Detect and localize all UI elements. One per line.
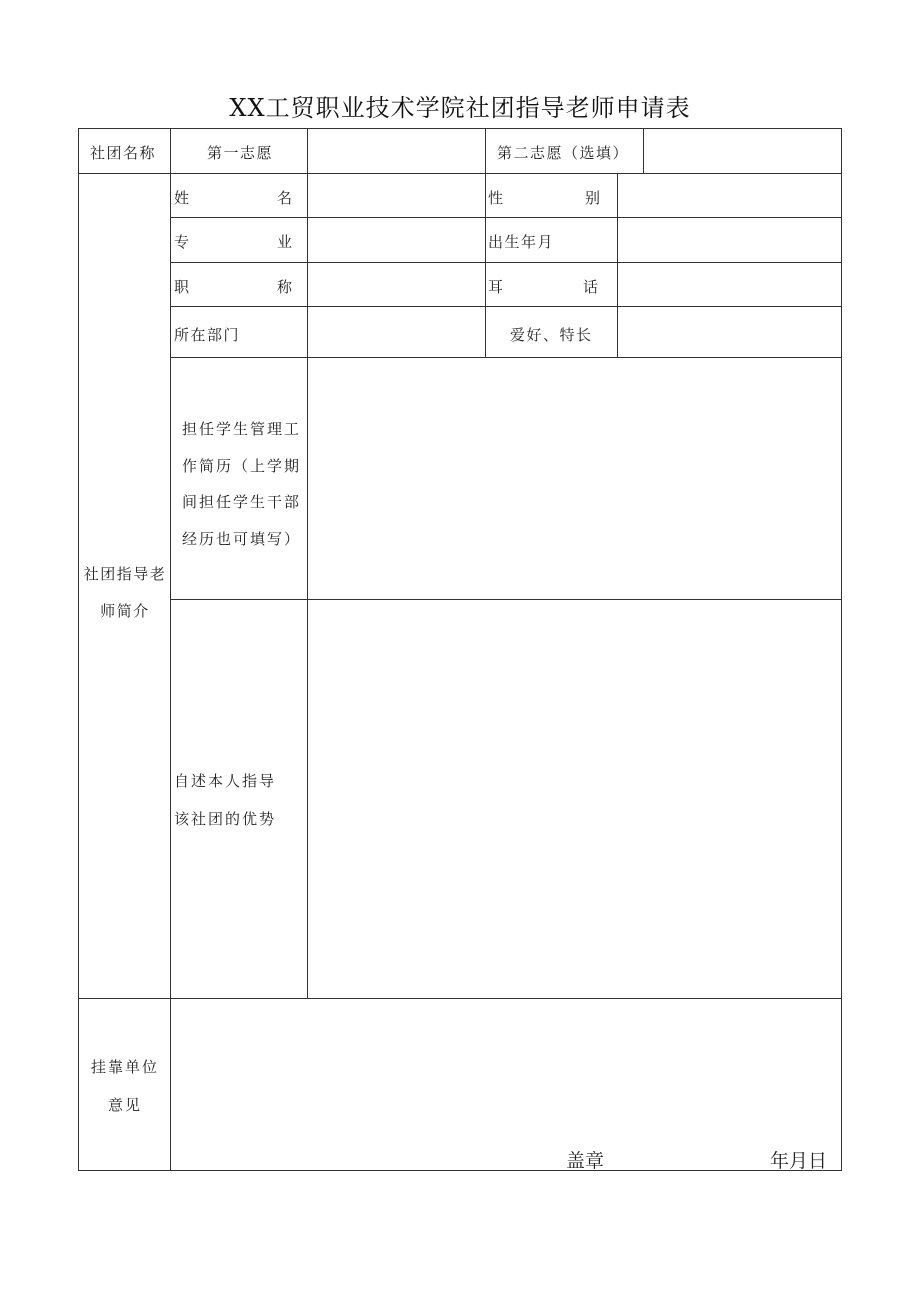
- name-input[interactable]: [310, 176, 482, 215]
- opinion-label: [80, 1048, 170, 1124]
- phone-label-a: 耳: [488, 278, 504, 296]
- rule-after-department-row: [170, 357, 842, 358]
- seal-label: 盖章: [566, 1150, 605, 1172]
- experience-label-line2: 作简历（上学期: [182, 456, 302, 475]
- hobby-input[interactable]: [620, 309, 838, 355]
- gender-label-a: 性: [488, 189, 504, 207]
- advantage-label-line1: 自述本人指导: [174, 772, 277, 790]
- experience-label-line3: 间担任学生干部: [182, 493, 302, 511]
- table-border-left: [78, 128, 79, 1171]
- advisor-intro-label-line1: 社团指导老: [83, 565, 167, 583]
- department-label: 所在部门: [174, 326, 241, 344]
- major-input[interactable]: [310, 220, 482, 260]
- job-title-input[interactable]: [310, 265, 482, 304]
- name-label: [174, 187, 292, 208]
- form-title: XX工贸职业技术学院社团指导老师申请表: [229, 94, 691, 122]
- major-label: [174, 231, 292, 252]
- phone-input[interactable]: [620, 265, 838, 304]
- rule-after-club-row: [78, 173, 842, 174]
- gender-label: [488, 187, 600, 208]
- birth-label: 出生年月: [488, 233, 555, 251]
- col-rule-second-choice: [643, 128, 644, 174]
- advisor-intro-label-line2: 师简介: [100, 602, 150, 620]
- table-border-bottom: [78, 1170, 842, 1171]
- name-label-a: 姓: [174, 189, 190, 207]
- phone-label: [488, 276, 598, 297]
- gender-label-b: 别: [584, 189, 600, 207]
- experience-input[interactable]: [310, 360, 838, 597]
- col-rule-label: [170, 128, 171, 1171]
- rule-after-major-row: [170, 262, 842, 263]
- experience-label-line1: 担任学生管理工: [182, 420, 302, 438]
- advisor-intro-label: [80, 556, 170, 630]
- birth-input[interactable]: [620, 220, 838, 260]
- second-choice-label: 第二志愿（选填）: [497, 144, 630, 162]
- opinion-label-line1: 挂靠单位: [90, 1058, 159, 1076]
- major-label-a: 专: [174, 233, 190, 251]
- rule-after-name-row: [170, 217, 842, 218]
- gender-input[interactable]: [620, 176, 838, 215]
- club-name-label: 社团名称: [90, 144, 157, 162]
- first-choice-label: 第一志愿: [207, 144, 274, 162]
- phone-label-b: 话: [582, 278, 598, 296]
- rule-after-intro-section: [78, 998, 842, 999]
- col-rule-mid: [485, 128, 486, 358]
- rule-after-experience-row: [170, 599, 842, 600]
- col-rule-right-value: [617, 173, 618, 358]
- second-choice-input[interactable]: [646, 131, 838, 171]
- major-label-b: 业: [276, 233, 292, 251]
- first-choice-input[interactable]: [310, 131, 482, 171]
- experience-label-line4: 经历也可填写）: [182, 529, 302, 548]
- department-input[interactable]: [310, 309, 482, 355]
- advantage-label: [174, 762, 276, 838]
- table-border-right: [841, 128, 842, 1171]
- opinion-label-line2: 意见: [107, 1096, 142, 1114]
- col-rule-field-label: [307, 128, 308, 999]
- date-label: 年月日: [770, 1150, 828, 1172]
- rule-after-title-row: [170, 306, 842, 307]
- advantage-input[interactable]: [310, 602, 838, 996]
- experience-label: [182, 411, 301, 557]
- opinion-input[interactable]: [173, 1001, 837, 1137]
- job-title-label: [174, 276, 292, 297]
- advantage-label-line2: 该社团的优势: [174, 810, 277, 828]
- job-title-label-a: 职: [174, 278, 190, 296]
- job-title-label-b: 称: [276, 278, 292, 296]
- name-label-b: 名: [276, 189, 292, 207]
- table-border-top: [78, 128, 842, 129]
- hobby-label: 爱好、特长: [510, 326, 593, 344]
